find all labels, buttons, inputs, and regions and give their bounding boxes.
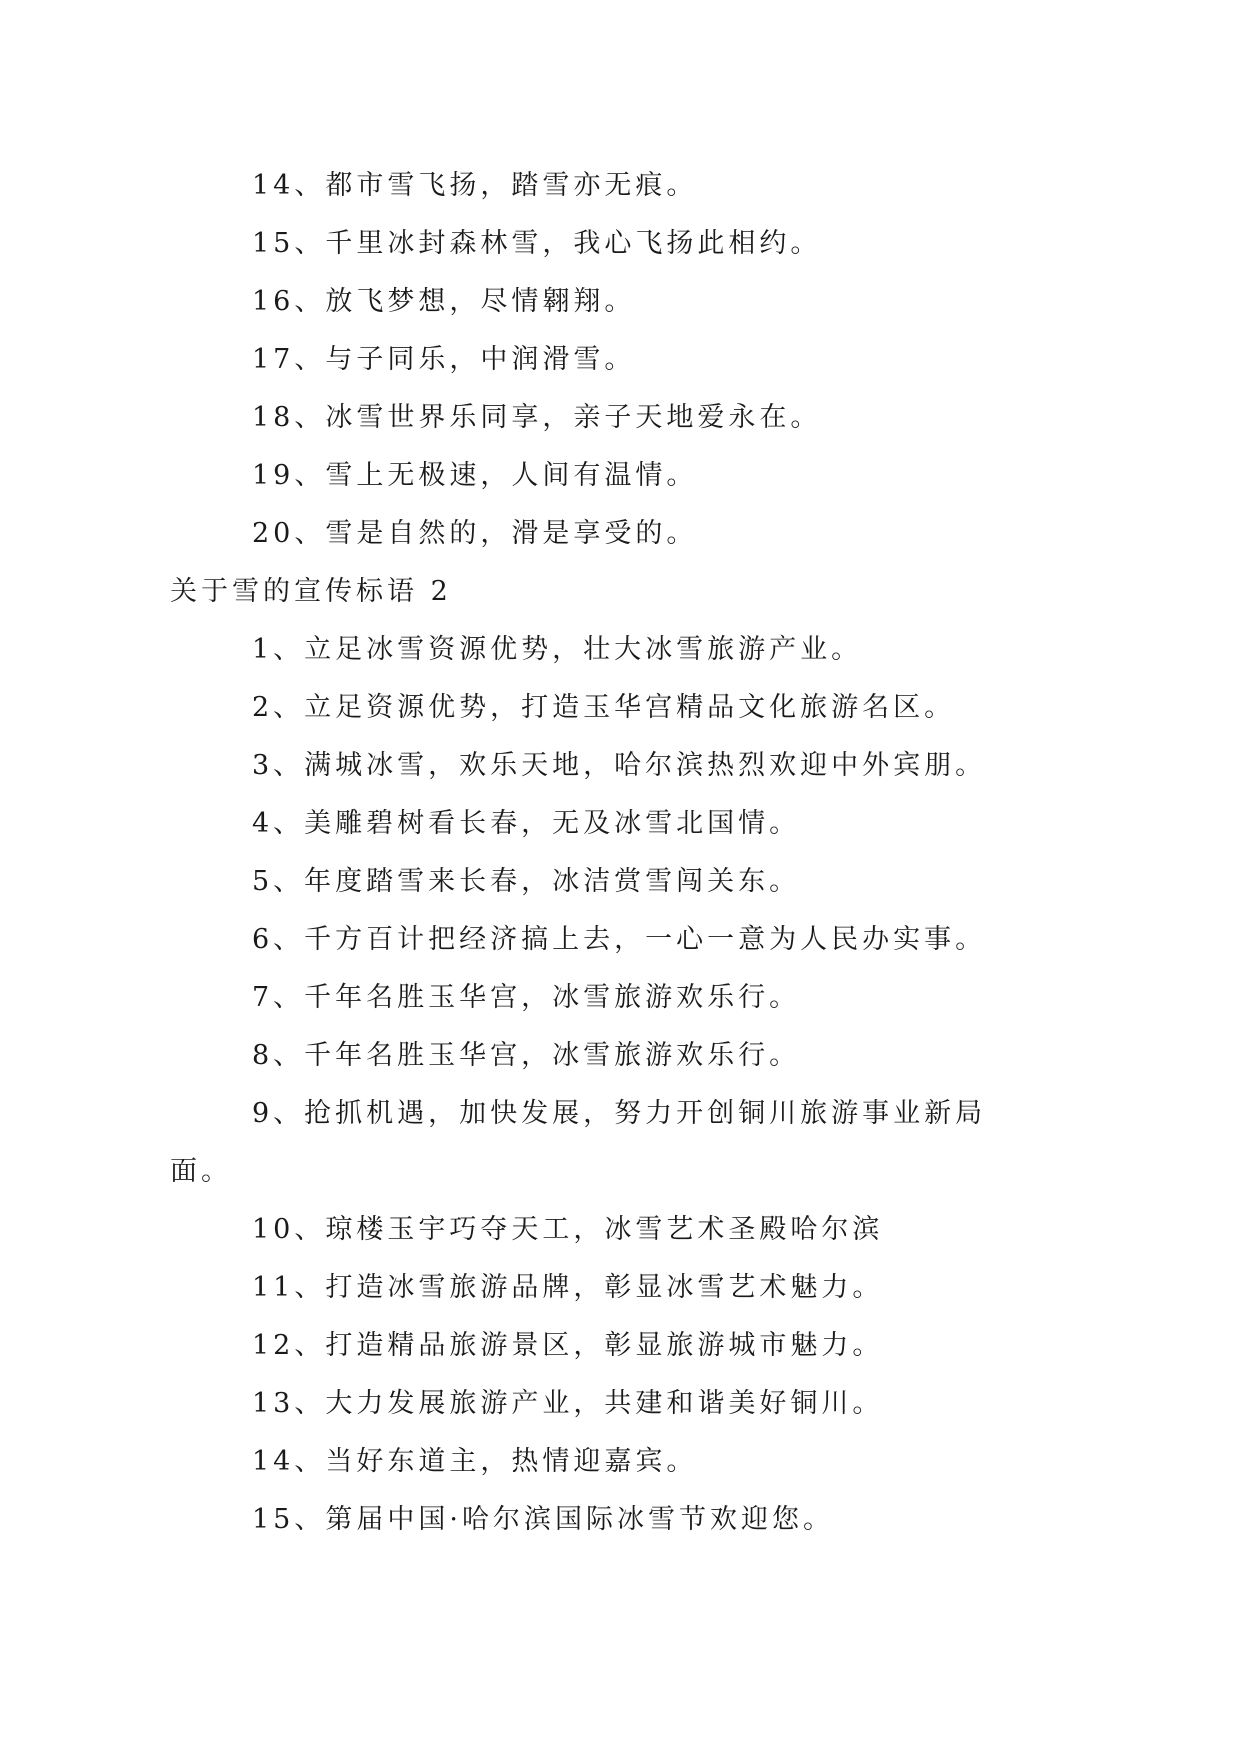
slogan-line: 12、打造精品旅游景区，彰显旅游城市魅力。 — [252, 1330, 884, 1361]
slogan-line: 15、千里冰封森林雪，我心飞扬此相约。 — [252, 228, 822, 259]
slogan-line: 1、立足冰雪资源优势，壮大冰雪旅游产业。 — [252, 634, 863, 665]
slogan-line-wrapped-start: 9、抢抓机遇，加快发展，努力开创铜川旅游事业新局 — [252, 1098, 987, 1129]
section-heading: 关于雪的宣传标语 2 — [170, 576, 452, 607]
slogan-line: 20、雪是自然的，滑是享受的。 — [252, 518, 698, 549]
slogan-line: 11、打造冰雪旅游品牌，彰显冰雪艺术魅力。 — [252, 1272, 884, 1303]
slogan-line: 16、放飞梦想，尽情翱翔。 — [252, 286, 636, 317]
slogan-line: 19、雪上无极速，人间有温情。 — [252, 460, 698, 491]
slogan-line: 15、第届中国·哈尔滨国际冰雪节欢迎您。 — [252, 1504, 834, 1535]
slogan-line: 13、大力发展旅游产业，共建和谐美好铜川。 — [252, 1388, 884, 1419]
slogan-line: 7、千年名胜玉华宫，冰雪旅游欢乐行。 — [252, 982, 801, 1013]
slogan-line: 5、年度踏雪来长春，冰洁赏雪闯关东。 — [252, 866, 801, 897]
slogan-line: 14、都市雪飞扬，踏雪亦无痕。 — [252, 170, 698, 201]
slogan-line: 2、立足资源优势，打造玉华宫精品文化旅游名区。 — [252, 692, 956, 723]
slogan-line: 17、与子同乐，中润滑雪。 — [252, 344, 636, 375]
slogan-line: 14、当好东道主，热情迎嘉宾。 — [252, 1446, 698, 1477]
slogan-line: 4、美雕碧树看长春，无及冰雪北国情。 — [252, 808, 801, 839]
slogan-line: 18、冰雪世界乐同享，亲子天地爱永在。 — [252, 402, 822, 433]
document-body — [170, 157, 1050, 1549]
slogan-line: 6、千方百计把经济搞上去，一心一意为人民办实事。 — [252, 924, 987, 955]
slogan-line-wrapped-end: 面。 — [170, 1156, 232, 1187]
slogan-line: 10、琼楼玉宇巧夺天工，冰雪艺术圣殿哈尔滨 — [252, 1214, 884, 1245]
slogan-line: 8、千年名胜玉华宫，冰雪旅游欢乐行。 — [252, 1040, 801, 1071]
slogan-line: 3、满城冰雪，欢乐天地，哈尔滨热烈欢迎中外宾朋。 — [252, 750, 987, 781]
